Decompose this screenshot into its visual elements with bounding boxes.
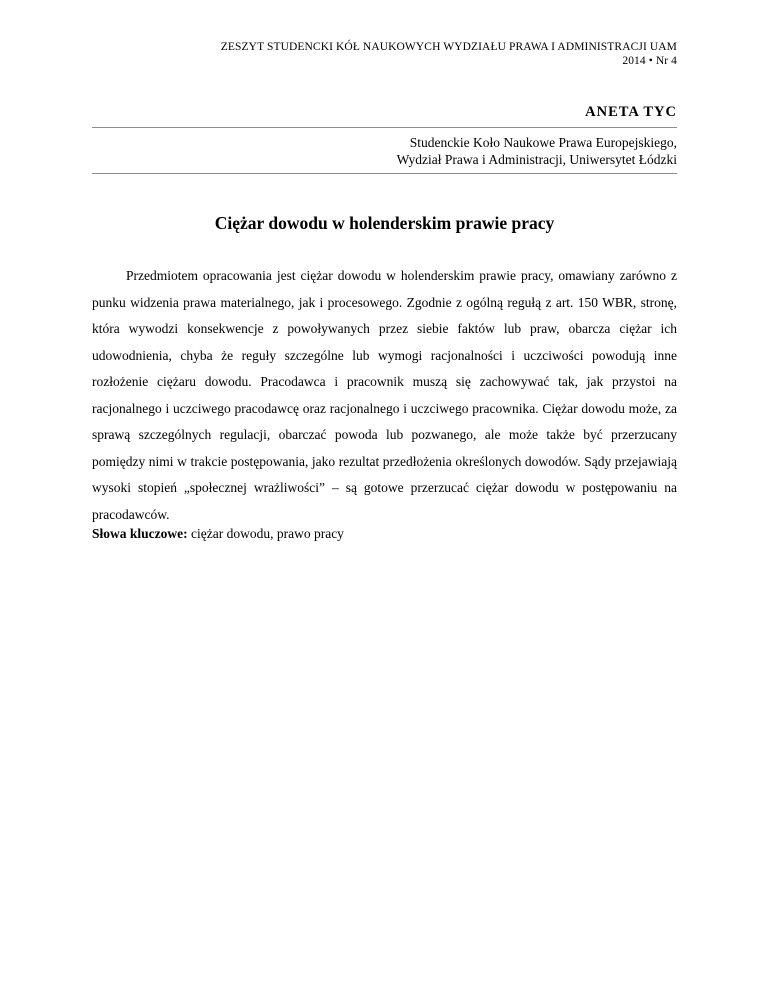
divider-bottom — [92, 173, 677, 174]
issue-number: 2014 • Nr 4 — [622, 55, 677, 67]
running-header — [92, 40, 677, 68]
keywords-line — [92, 525, 677, 542]
journal-name: ZESZYT STUDENCKI KÓŁ NAUKOWYCH WYDZIAŁU PRAWA I ADMINISTRACJI UAM — [220, 41, 677, 53]
keywords-text: ciężar dowodu, prawo pracy — [187, 526, 344, 541]
keywords-label: Słowa kluczowe: — [92, 526, 188, 541]
affiliation-line-1: Studenckie Koło Naukowe Prawa Europejskiego, — [409, 135, 677, 150]
author-name: ANETA TYC — [585, 104, 677, 120]
abstract-paragraph: Przedmiotem opracowania jest ciężar dowodu w holenderskim prawie pracy, omawiany zarówno z punku widzenia prawa materialnego, jak i procesowego. Zgodnie z ogólną regułą z art. 150 WBR, stronę, która wywodzi konsekwencje z powoływanych przez siebie faktów lub praw, obarcza ciężar ich udowodnienia, chyba że reguły szczególne lub wymogi racjonalności i uczciwości powodują inne rozłożenie ciężaru dowodu. Pracodawca i pracownik muszą się zachowywać tak, jak przystoi na racjonalnego i uczciwego pracodawcę oraz racjonalnego i uczciwego pracownika. Ciężar dowodu może, za sprawą szczególnych regulacji, obarczać powoda lub pozwanego, ale może także być przerzucany pomiędzy nimi w trakcie postępowania, jako rezultat przedłożenia określonych dowodów. Sądy przejawiają wysoki stopień „społecznej wrażliwości” – są gotowe przerzucać ciężar dowodu w postępowaniu na pracodawców. — [92, 268, 677, 522]
article-title: Ciężar dowodu w holenderskim prawie pracy — [214, 213, 555, 233]
affiliation-line-2: Wydział Prawa i Administracji, Uniwersytet Łódzki — [396, 152, 677, 167]
divider-top — [92, 127, 677, 128]
author-affiliation — [397, 134, 677, 168]
